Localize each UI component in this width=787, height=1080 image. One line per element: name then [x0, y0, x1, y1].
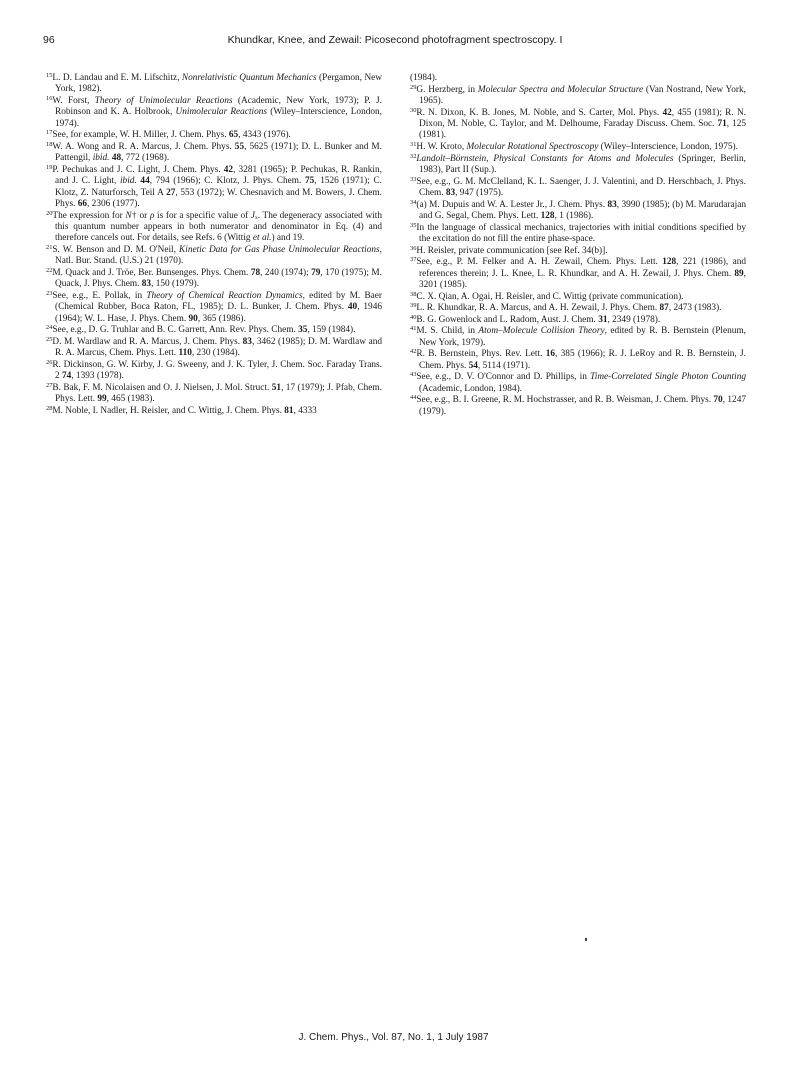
reference-text: 16 [545, 349, 556, 360]
page-footer: J. Chem. Phys., Vol. 87, No. 1, 1 July 1987 [298, 1032, 489, 1043]
reference-number: 21 [46, 243, 53, 251]
page-header [43, 34, 747, 48]
reference-number: 19 [46, 163, 53, 171]
reference-text: M. Noble, I. Nadler, H. Reisler, and C. Wittig, J. Chem. Phys. [52, 405, 285, 416]
reference-text: 71 [717, 118, 727, 129]
reference-text: ) and 19. [271, 233, 305, 244]
reference-text: , 1247 (1979). [419, 395, 746, 417]
reference-text: , 17 (1979); J. Pfab, Chem. Phys. Lett. [55, 382, 382, 405]
reference-text: , 159 (1984). [307, 325, 356, 336]
reference-text: , 947 (1975). [455, 187, 504, 198]
reference-text: † or [131, 210, 150, 221]
reference-entry [46, 73, 382, 96]
reference-entry [46, 337, 382, 360]
reference-text: 42 [662, 107, 672, 118]
reference-text: J [250, 210, 256, 221]
reference-number: 27 [46, 381, 53, 389]
reference-text: , 2306 (1977). [87, 198, 140, 209]
reference-entry [410, 177, 746, 200]
reference-text: 110 [178, 348, 192, 359]
reference-text: See, e.g., E. Pollak, in [52, 290, 147, 301]
reference-text: (Springer, Berlin, 1983), Part II (Sup.). [419, 153, 746, 175]
reference-text: 44 [140, 176, 150, 187]
reference-entry [410, 372, 746, 395]
reference-text: L. R. Khundkar, R. A. Marcus, and A. H. Zewail, J. Phys. Chem. [416, 303, 660, 314]
reference-text: , 1946 (1964); W. L. Hase, J. Phys. Chem. [55, 302, 382, 324]
reference-text: , 465 (1983). [106, 394, 155, 405]
reference-text: , 553 (1972); W. Chesnavich and M. Bowers, J. Chem. Phys. [55, 187, 382, 209]
reference-text: Atom–Molecule Collision Theory [478, 326, 605, 337]
reference-text: 87 [659, 303, 669, 314]
reference-text: S. W. Benson and D. M. O'Neil, [52, 244, 180, 255]
reference-text: Theory of Chemical Reaction Dynamics [146, 290, 303, 301]
reference-text: N [125, 210, 132, 221]
reference-number: 36 [410, 244, 417, 252]
reference-text: Unimolecular Reactions [175, 107, 268, 118]
reference-entry [46, 383, 382, 406]
reference-text: 75 [304, 176, 315, 187]
reference-text: , 794 (1966); C. Klotz, J. Phys. Chem. [149, 176, 305, 187]
reference-text: W. A. Wong and R. A. Marcus, J. Chem. Phys. [52, 141, 235, 152]
reference-text: 65 [228, 130, 239, 141]
reference-text: 83 [607, 199, 617, 210]
reference-text: 55 [234, 141, 245, 152]
reference-entry [410, 292, 746, 303]
reference-entry [410, 85, 746, 108]
reference-text: 31 [598, 314, 608, 325]
reference-text: 99 [97, 394, 107, 405]
reference-number: 33 [410, 175, 417, 183]
reference-number: 44 [410, 394, 417, 402]
reference-number: 15 [46, 72, 53, 79]
reference-text: , 221 (1986), and references therein; J. L. Knee, L. R. Khundkar, and A. H. Zewail, J. Phys. Chem. [419, 257, 746, 279]
reference-number: 35 [410, 221, 417, 229]
reference-entry [410, 73, 746, 84]
reference-text: P. Pechukas and J. C. Light, J. Chem. Phys. [52, 164, 224, 175]
reference-text: 54 [468, 360, 478, 371]
reference-text: Molecular Spectra and Molecular Structure [477, 84, 644, 95]
reference-text: (Wiley–Interscience, London, 1974). [55, 107, 382, 129]
reference-text: H. Reisler, private communication [see Ref. 34(b)]. [416, 245, 608, 256]
reference-number: 20 [46, 209, 53, 217]
reference-entry [46, 360, 382, 383]
reference-number: 18 [46, 140, 53, 148]
reference-number: 42 [410, 348, 417, 356]
running-title: Khundkar, Knee, and Zewail: Picosecond photofragment spectroscopy. I [227, 34, 563, 46]
reference-entry [410, 223, 746, 246]
reference-entry [410, 326, 746, 349]
reference-text: Time-Correlated Single Photon Counting [590, 372, 746, 383]
reference-text: , 3281 (1965); P. Pechukas, R. Rankin, and J. C. Light, [55, 164, 382, 187]
reference-text: (Wiley–Interscience, London, 1975). [598, 141, 738, 152]
reference-text: See, for example, W. H. Miller, J. Chem. Phys. [52, 130, 229, 141]
reference-text: 27 [166, 187, 176, 198]
reference-number: 37 [410, 256, 417, 264]
reference-number: 28 [46, 404, 53, 412]
reference-text: 66 [77, 198, 88, 209]
reference-text: is for a specific value of [154, 210, 251, 221]
reference-entry [46, 130, 382, 141]
reference-text: (Van Nostrand, New York, 1965). [419, 84, 747, 106]
reference-text: , 772 (1968). [121, 153, 170, 164]
reference-text: , 3990 (1985); (b) M. Marudarajan and G. Segal, Chem. Phys. Lett. [419, 199, 746, 221]
reference-entry [410, 246, 746, 257]
reference-entry [46, 96, 382, 130]
reference-text: (a) M. Dupuis and W. A. Lester Jr., J. Chem. Phys. [416, 199, 608, 210]
reference-text: 81 [284, 405, 294, 416]
reference-number: 34 [410, 198, 417, 206]
reference-text: L. D. Landau and E. M. Lifschitz, [52, 73, 182, 83]
reference-text: , 2473 (1983). [668, 303, 722, 314]
reference-text: 128 [662, 257, 677, 268]
reference-text: et al. [252, 233, 272, 244]
reference-text: 51 [271, 382, 282, 393]
reference-entry [46, 165, 382, 210]
reference-entry [410, 142, 746, 153]
reference-text: W. Forst, [52, 95, 95, 106]
reference-text: , edited by R. B. Bernstein (Plenum, New York, 1979). [419, 326, 746, 348]
reference-text: 42 [223, 164, 234, 175]
reference-entry [410, 315, 746, 326]
reference-text: , 125 (1981). [419, 118, 746, 141]
reference-entry [410, 303, 746, 314]
reference-text: , 1 (1986). [554, 210, 594, 221]
reference-text: ρ [149, 210, 155, 221]
reference-text: , 385 (1966); R. J. LeRoy and R. B. Bernstein, J. Chem. Phys. [419, 349, 746, 371]
reference-text: 83 [141, 279, 152, 290]
reference-text: 83 [242, 336, 252, 347]
reference-number: 31 [410, 140, 417, 148]
reference-text: , 230 (1984). [191, 348, 240, 359]
reference-text: Theory of Unimolecular Reactions [94, 95, 233, 106]
reference-text: C. X. Qian, A. Ogai, H. Reisler, and C. Wittig (private communication). [416, 291, 684, 302]
reference-entry [46, 291, 382, 325]
reference-entry [410, 349, 746, 372]
reference-text: , 240 (1974); [260, 267, 312, 278]
reference-text: ibid. [119, 176, 137, 187]
reference-number: 41 [410, 325, 417, 333]
reference-entry [46, 268, 382, 291]
reference-text: 35 [298, 325, 308, 336]
reference-text: ₓ. The degeneracy associated with this quantum number appears in both numerator and denominator in Eq. (4) and therefore cancels out. For details, see Refs. 6 (Wittig [55, 210, 382, 244]
reference-text: Molecular Rotational Spectroscopy [466, 141, 599, 152]
reference-text: Nonrelativistic Quantum Mechanics [181, 73, 317, 83]
reference-text: The expression for [52, 210, 126, 221]
reference-entry [410, 395, 746, 418]
reference-text: 90 [188, 313, 198, 324]
reference-text: , Natl. Bur. Stand. (U.S.) 21 (1970). [55, 244, 382, 267]
reference-text: , 5625 (1971); D. L. Bunker and M. Pattengil, [55, 141, 382, 164]
reference-text: ibid. [92, 153, 110, 164]
reference-text: , 4333 [293, 405, 317, 416]
reference-text: See, e.g., D. G. Truhlar and B. C. Garrett, Ann. Rev. Phys. Chem. [52, 325, 299, 336]
reference-number: 16 [46, 94, 53, 102]
reference-text: R. Dickinson, G. W. Kirby, J. G. Sweeny, and J. K. Tyler, J. Chem. Soc. Faraday Trans. 2 [52, 359, 382, 382]
reference-entry [410, 200, 746, 223]
reference-entry [46, 211, 382, 245]
reference-number: 23 [46, 289, 53, 297]
reference-text: , 4343 (1976). [238, 130, 291, 141]
reference-entry [410, 154, 746, 177]
reference-text: B. Bak, F. M. Nicolaisen and O. J. Nielsen, J. Mol. Struct. [52, 382, 272, 393]
reference-text: Kinetic Data for Gas Phase Unimolecular Reactions [179, 244, 380, 255]
reference-number: 26 [46, 358, 53, 366]
reference-text: Landolt–Börnstein, Physical Constants for Atoms and Molecules [416, 153, 674, 164]
reference-text: , 2349 (1978). [607, 314, 661, 325]
reference-entry [410, 257, 746, 291]
reference-text: B. G. Gowenlock and L. Radom, Aust. J. Chem. [416, 314, 599, 325]
reference-text: (1984). [410, 73, 438, 83]
reference-number: 17 [46, 129, 53, 137]
reference-text: (Academic, New York, 1973); P. J. Robinson and K. A. Holbrook, [55, 95, 382, 118]
reference-text: 83 [445, 187, 456, 198]
reference-text: 79 [311, 267, 321, 278]
reference-entry [46, 406, 382, 417]
reference-text: See, e.g., P. M. Felker and A. H. Zewail, Chem. Phys. Lett. [416, 257, 663, 268]
reference-entry [46, 325, 382, 336]
reference-number: 39 [410, 302, 417, 310]
reference-text: , 5114 (1971). [477, 360, 531, 371]
reference-text: , 1526 (1971); C. Klotz, Z. Naturforsch, Teil A [55, 176, 383, 198]
reference-text: 89 [734, 268, 744, 279]
references-right-column [410, 73, 746, 418]
reference-entry [46, 142, 382, 165]
reference-text: (Academic, London, 1984). [419, 383, 523, 394]
reference-text: , 1393 (1978). [71, 371, 124, 382]
reference-text: See, e.g., G. M. McClelland, K. L. Saenger, J. J. Valentini, and D. Herschbach, J. Phys. Chem. [416, 176, 746, 198]
reference-number: 43 [410, 371, 417, 379]
references-left-column [46, 73, 382, 417]
reference-number: 22 [46, 266, 53, 274]
reference-text: (Pergamon, New York, 1982). [55, 73, 383, 95]
reference-text: , 3201 (1985). [419, 268, 746, 290]
reference-number: 24 [46, 324, 53, 332]
reference-entry [46, 245, 382, 268]
reference-text: , 150 (1979). [151, 279, 200, 290]
reference-text: M. Quack and J. Tröe, Ber. Bunsenges. Phys. Chem. [52, 267, 251, 278]
reference-text: , 455 (1981); R. N. Dixon, M. Noble, C. Taylor, and M. Delhoume, Faraday Discuss. Chem. Soc. [419, 107, 747, 129]
reference-text: 128 [540, 210, 555, 221]
reference-number: 29 [410, 83, 417, 91]
reference-number: 30 [410, 106, 417, 114]
reference-number: 40 [410, 313, 417, 321]
reference-text: , 365 (1986). [197, 313, 246, 324]
reference-number: 38 [410, 290, 417, 298]
reference-text: 70 [713, 395, 723, 406]
stray-mark [585, 938, 587, 941]
reference-text: In the language of classical mechanics, trajectories with initial conditions specified by the excitation do not fill the entire phase-space. [416, 222, 746, 244]
reference-text: 78 [250, 267, 261, 278]
reference-text: , 3462 (1985); D. M. Wardlaw and R. A. Marcus, Chem. Phys. Lett. [55, 336, 382, 359]
reference-text: G. Herzberg, in [416, 84, 478, 95]
reference-text: 48 [111, 153, 122, 164]
reference-text: D. M. Wardlaw and R. A. Marcus, J. Chem. Phys. [52, 336, 243, 347]
reference-number: 25 [46, 335, 53, 343]
reference-text: , 170 (1975); M. Quack, J. Phys. Chem. [55, 267, 382, 290]
reference-text: See, e.g., B. I. Greene, R. M. Hochstrasser, and R. B. Weisman, J. Chem. Phys. [416, 395, 714, 406]
reference-text: 40 [347, 302, 358, 313]
reference-text: 74 [61, 371, 72, 382]
reference-text: H. W. Kroto, [416, 141, 467, 152]
page-number: 96 [43, 34, 55, 46]
reference-text: R. B. Bernstein, Phys. Rev. Lett. [416, 349, 546, 360]
reference-number: 32 [410, 152, 417, 160]
reference-text: R. N. Dixon, K. B. Jones, M. Noble, and S. Carter, Mol. Phys. [416, 107, 663, 118]
reference-text: M. S. Child, in [416, 326, 479, 337]
reference-entry [410, 108, 746, 142]
reference-text: See, e.g., D. V. O'Connor and D. Phillips, in [416, 372, 591, 383]
reference-text: , edited by M. Baer (Chemical Rubber, Boca Raton, FL, 1985); D. L. Bunker, J. Chem. Phys. [55, 290, 383, 313]
